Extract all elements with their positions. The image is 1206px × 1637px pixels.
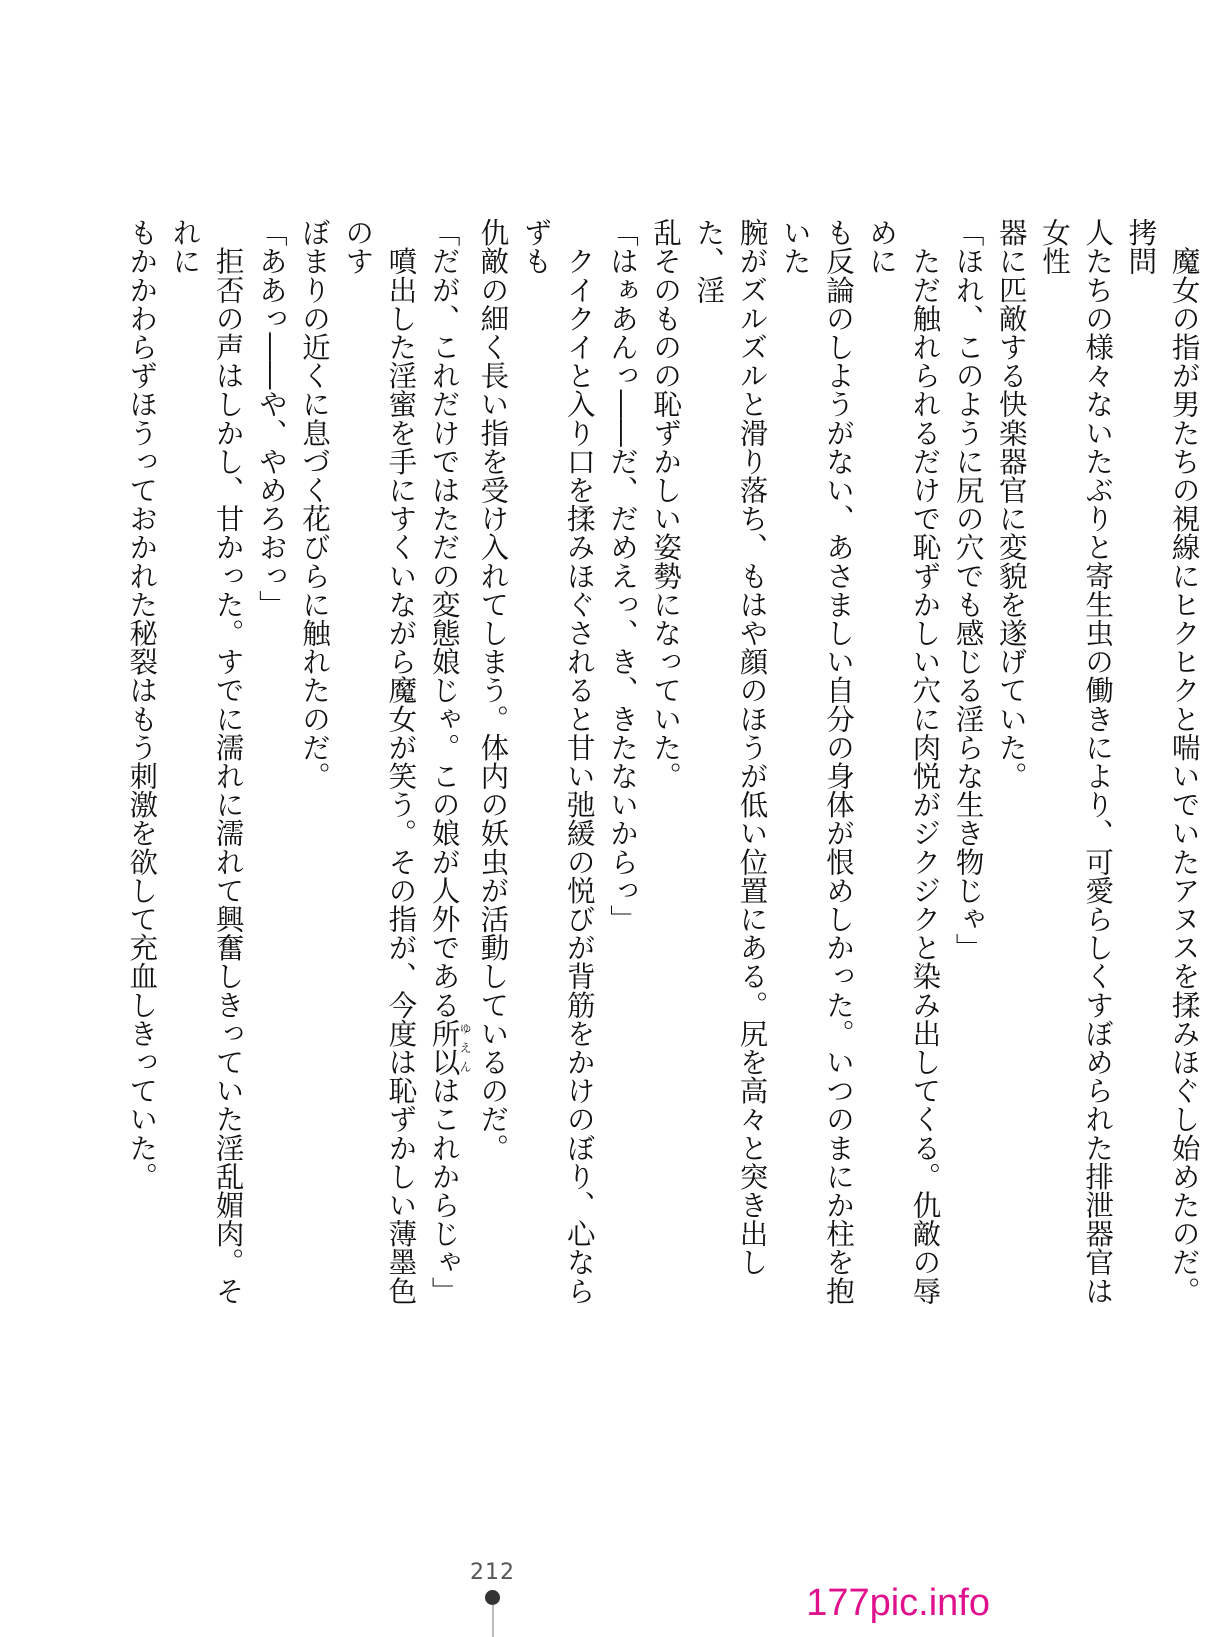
text-line: もかかわらずほうっておかれた秘裂はもう刺激を欲して充血しきっていた。 (125, 218, 159, 1191)
text-line: 人たちの様々ないたぶりと寄生虫の働きにより、可愛らしくすぼめられた排泄器官は女性 (1037, 218, 1115, 1305)
text-line: 「ほれ、このように尻の穴でも感じる淫らな生き物じゃ」 (951, 218, 985, 962)
folio-dot-icon (485, 1590, 500, 1605)
ruby-line-content: 「だが、これだけではただの変態娘じゃ。この娘が人外である所以ゆえんはこれからじゃ」 (427, 218, 473, 1305)
text-line: 「はぁあんっ――だ、だめえっ、き、きたないからっ」 (605, 218, 639, 933)
text-line: 仇敵の細く長い指を受け入れてしまう。体内の妖虫が活動しているのだ。 (476, 218, 510, 1162)
text-line: ただ触れられるだけで恥ずかしい穴に肉悦がジクジクと染み出してくる。仇敵の辱めに (865, 218, 942, 1305)
text-line: ぼまりの近くに息づく花びらに触れたのだ。 (298, 218, 332, 790)
text-line: 拒否の声はしかし、甘かった。すでに濡れに濡れて興奮しきっていた淫乱媚肉。それに (168, 218, 245, 1305)
page-number: 212 (470, 1560, 515, 1585)
text-line: 腕がズルズルと滑り落ち、もはや顔のほうが低い位置にある。尻を高々と突き出した、淫 (692, 218, 769, 1277)
ruby-reading: ゆえん (458, 1018, 473, 1076)
text-line: 魔女の指が男たちの視線にヒクヒクと喘いでいたアヌスを揉みほぐし始めたのだ。拷問 (1124, 218, 1201, 1305)
text-line: 「ああっ――や、やめろおっ」 (254, 218, 288, 619)
text-line: 噴出した淫蜜を手にすくいながら魔女が笑う。その指が、今度は恥ずかしい薄墨色のす (341, 218, 418, 1305)
ruby-annotation: 所以ゆえん (427, 1018, 473, 1077)
text-line: も反論のしようがない、あさましい自分の身体が恨めしかった。いつのまにか柱を抱いた (778, 218, 855, 1305)
vertical-text-block (120, 218, 1206, 1328)
text-line: クイクイと入り口を揉みほぐされると甘い弛緩の悦びが背筋をかけのぼり、心ならずも (519, 218, 596, 1305)
text-line: 乱そのものの恥ずかしい姿勢になっていた。 (649, 218, 683, 790)
folio-rule (492, 1605, 494, 1637)
text-line-with-ruby (422, 218, 471, 1328)
text-line: 器に匹敵する快楽器官に変貌を遂げていた。 (994, 218, 1028, 790)
watermark: 177pic.info (806, 1582, 990, 1624)
page-body (120, 218, 1201, 1328)
